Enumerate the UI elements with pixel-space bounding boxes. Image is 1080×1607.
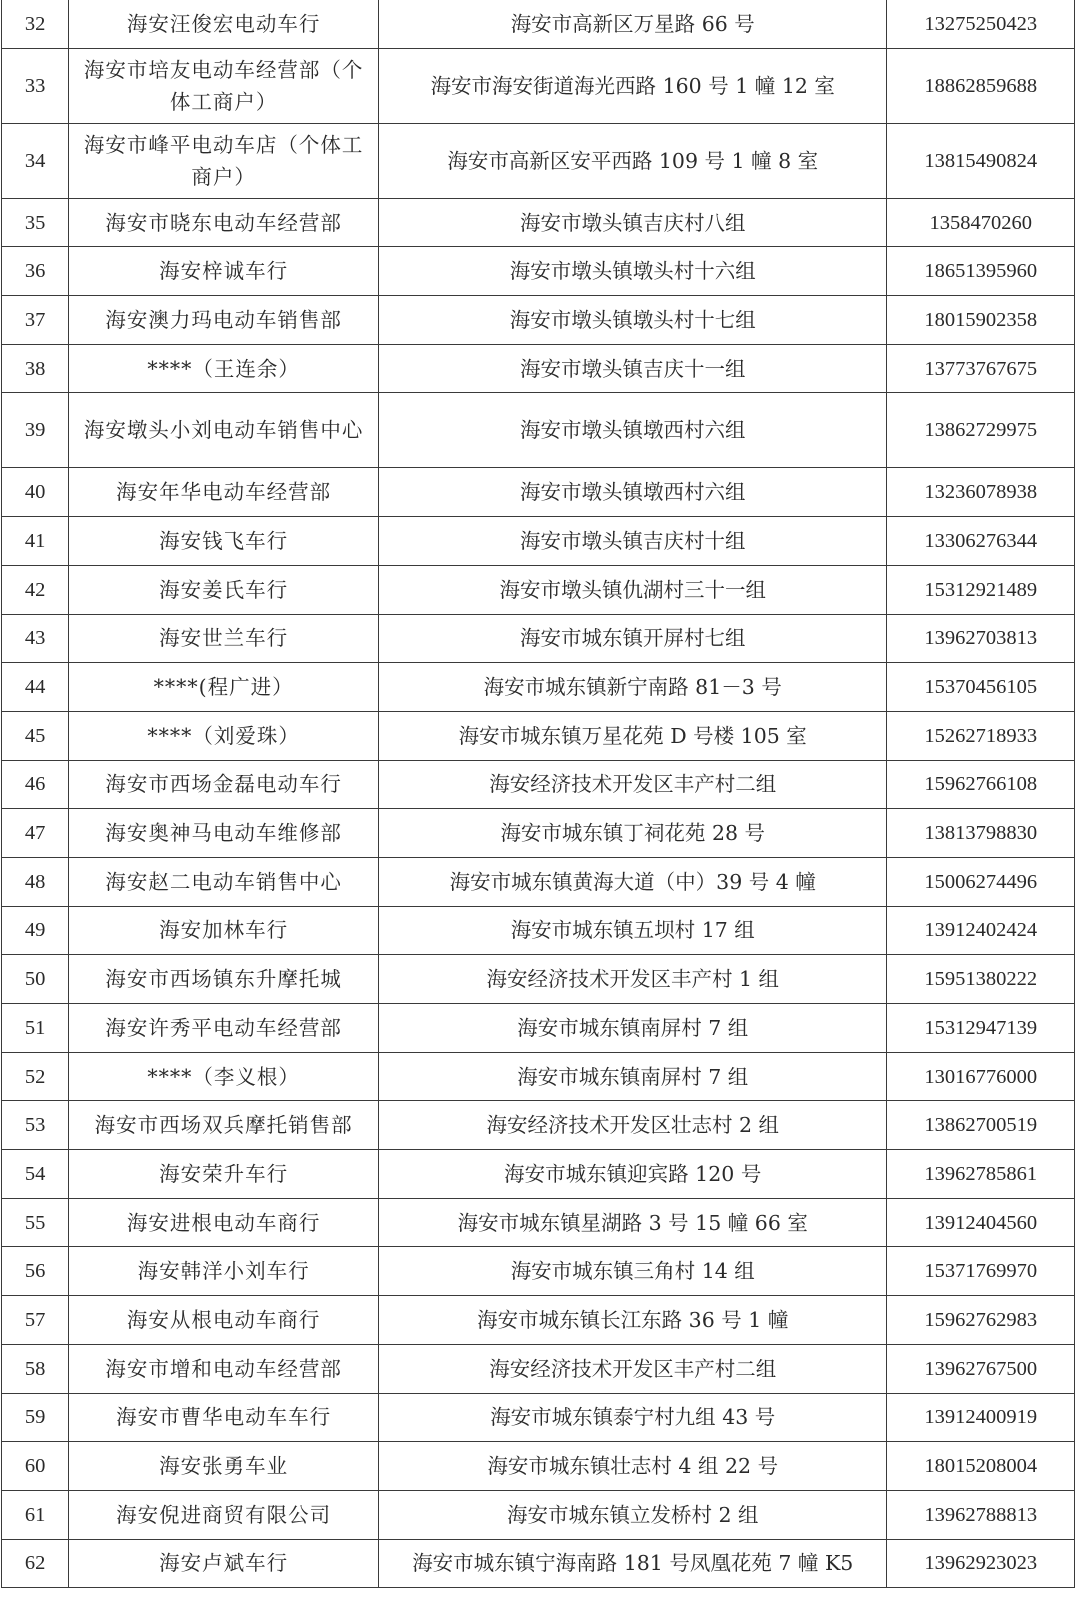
dealer-phone: 13962785861 bbox=[887, 1150, 1075, 1199]
table-row bbox=[2, 123, 1075, 198]
dealer-name: 海安市曹华电动车车行 bbox=[69, 1393, 379, 1442]
dealer-phone: 13862700519 bbox=[887, 1101, 1075, 1150]
dealer-phone: 13962788813 bbox=[887, 1490, 1075, 1539]
row-number: 56 bbox=[2, 1247, 69, 1296]
row-number: 41 bbox=[2, 517, 69, 566]
dealer-address: 海安市城东镇星湖路 3 号 15 幢 66 室 bbox=[379, 1198, 887, 1247]
dealer-address: 海安市墩头镇墩西村六组 bbox=[379, 468, 887, 517]
row-number: 58 bbox=[2, 1344, 69, 1393]
dealer-phone: 13862729975 bbox=[887, 393, 1075, 468]
table-row bbox=[2, 711, 1075, 760]
dealer-phone: 1358470260 bbox=[887, 198, 1075, 247]
row-number: 35 bbox=[2, 198, 69, 247]
table-row bbox=[2, 1052, 1075, 1101]
dealer-name: ****(程广进） bbox=[69, 663, 379, 712]
dealer-address: 海安市城东镇万星花苑 D 号楼 105 室 bbox=[379, 711, 887, 760]
dealer-address: 海安市高新区安平西路 109 号 1 幢 8 室 bbox=[379, 123, 887, 198]
row-number: 45 bbox=[2, 711, 69, 760]
dealer-name: 海安加林车行 bbox=[69, 906, 379, 955]
dealer-address: 海安市墩头镇墩西村六组 bbox=[379, 393, 887, 468]
dealer-address: 海安经济技术开发区壮志村 2 组 bbox=[379, 1101, 887, 1150]
dealer-name: 海安市西场双兵摩托销售部 bbox=[69, 1101, 379, 1150]
dealer-address: 海安市墩头镇仇湖村三十一组 bbox=[379, 565, 887, 614]
dealer-name: 海安市峰平电动车店（个体工商户） bbox=[69, 123, 379, 198]
dealer-phone: 15262718933 bbox=[887, 711, 1075, 760]
table-row bbox=[2, 1101, 1075, 1150]
dealer-name: 海安市西场金磊电动车行 bbox=[69, 760, 379, 809]
dealer-name: 海安世兰车行 bbox=[69, 614, 379, 663]
row-number: 43 bbox=[2, 614, 69, 663]
row-number: 59 bbox=[2, 1393, 69, 1442]
dealer-name: 海安卢斌车行 bbox=[69, 1539, 379, 1588]
row-number: 46 bbox=[2, 760, 69, 809]
table-row bbox=[2, 344, 1075, 393]
row-number: 48 bbox=[2, 857, 69, 906]
dealer-phone: 13962703813 bbox=[887, 614, 1075, 663]
dealer-phone: 15312947139 bbox=[887, 1004, 1075, 1053]
row-number: 33 bbox=[2, 48, 69, 123]
dealer-name: 海安奥神马电动车维修部 bbox=[69, 809, 379, 858]
dealer-phone: 15371769970 bbox=[887, 1247, 1075, 1296]
row-number: 60 bbox=[2, 1442, 69, 1491]
row-number: 55 bbox=[2, 1198, 69, 1247]
row-number: 51 bbox=[2, 1004, 69, 1053]
dealer-name: 海安梓诚车行 bbox=[69, 247, 379, 296]
table-row bbox=[2, 955, 1075, 1004]
dealer-phone: 18651395960 bbox=[887, 247, 1075, 296]
table-row bbox=[2, 468, 1075, 517]
dealer-address: 海安经济技术开发区丰产村二组 bbox=[379, 1344, 887, 1393]
dealer-address: 海安市墩头镇墩头村十七组 bbox=[379, 296, 887, 345]
dealer-address: 海安市城东镇泰宁村九组 43 号 bbox=[379, 1393, 887, 1442]
dealer-address: 海安市墩头镇墩头村十六组 bbox=[379, 247, 887, 296]
dealer-name: 海安澳力玛电动车销售部 bbox=[69, 296, 379, 345]
dealer-phone: 15962762983 bbox=[887, 1296, 1075, 1345]
dealer-phone: 13815490824 bbox=[887, 123, 1075, 198]
table-row bbox=[2, 906, 1075, 955]
row-number: 62 bbox=[2, 1539, 69, 1588]
dealer-address: 海安市城东镇壮志村 4 组 22 号 bbox=[379, 1442, 887, 1491]
dealer-phone: 15006274496 bbox=[887, 857, 1075, 906]
dealer-list-table bbox=[1, 0, 1075, 1588]
dealer-phone: 13016776000 bbox=[887, 1052, 1075, 1101]
table-row bbox=[2, 296, 1075, 345]
dealer-name: 海安姜氏车行 bbox=[69, 565, 379, 614]
table-row bbox=[2, 1344, 1075, 1393]
table-row bbox=[2, 1490, 1075, 1539]
table-row bbox=[2, 614, 1075, 663]
dealer-name: ****（李义根） bbox=[69, 1052, 379, 1101]
dealer-address: 海安市城东镇南屏村 7 组 bbox=[379, 1004, 887, 1053]
dealer-address: 海安市城东镇五坝村 17 组 bbox=[379, 906, 887, 955]
dealer-phone: 13236078938 bbox=[887, 468, 1075, 517]
dealer-phone: 18015208004 bbox=[887, 1442, 1075, 1491]
table-row bbox=[2, 1198, 1075, 1247]
dealer-phone: 15951380222 bbox=[887, 955, 1075, 1004]
row-number: 36 bbox=[2, 247, 69, 296]
dealer-phone: 13306276344 bbox=[887, 517, 1075, 566]
dealer-name: 海安汪俊宏电动车行 bbox=[69, 0, 379, 48]
dealer-phone: 13912404560 bbox=[887, 1198, 1075, 1247]
table-row bbox=[2, 565, 1075, 614]
dealer-name: 海安墩头小刘电动车销售中心 bbox=[69, 393, 379, 468]
row-number: 39 bbox=[2, 393, 69, 468]
row-number: 40 bbox=[2, 468, 69, 517]
row-number: 50 bbox=[2, 955, 69, 1004]
dealer-address: 海安经济技术开发区丰产村 1 组 bbox=[379, 955, 887, 1004]
dealer-name: 海安钱飞车行 bbox=[69, 517, 379, 566]
dealer-name: ****（刘爱珠） bbox=[69, 711, 379, 760]
row-number: 47 bbox=[2, 809, 69, 858]
table-row bbox=[2, 760, 1075, 809]
row-number: 32 bbox=[2, 0, 69, 48]
dealer-name: 海安市晓东电动车经营部 bbox=[69, 198, 379, 247]
dealer-address: 海安市墩头镇吉庆村八组 bbox=[379, 198, 887, 247]
dealer-address: 海安市城东镇迎宾路 120 号 bbox=[379, 1150, 887, 1199]
dealer-phone: 13813798830 bbox=[887, 809, 1075, 858]
table-row bbox=[2, 1004, 1075, 1053]
dealer-name: 海安荣升车行 bbox=[69, 1150, 379, 1199]
table-row bbox=[2, 48, 1075, 123]
dealer-phone: 13912400919 bbox=[887, 1393, 1075, 1442]
dealer-address: 海安市海安街道海光西路 160 号 1 幢 12 室 bbox=[379, 48, 887, 123]
dealer-name: 海安韩洋小刘车行 bbox=[69, 1247, 379, 1296]
dealer-address: 海安市城东镇开屏村七组 bbox=[379, 614, 887, 663]
table-row bbox=[2, 0, 1075, 48]
table-row bbox=[2, 1442, 1075, 1491]
table-row bbox=[2, 247, 1075, 296]
dealer-name: 海安年华电动车经营部 bbox=[69, 468, 379, 517]
table-body bbox=[2, 0, 1075, 1588]
row-number: 61 bbox=[2, 1490, 69, 1539]
dealer-address: 海安市墩头镇吉庆十一组 bbox=[379, 344, 887, 393]
table-row bbox=[2, 393, 1075, 468]
dealer-name: 海安进根电动车商行 bbox=[69, 1198, 379, 1247]
dealer-name: 海安市增和电动车经营部 bbox=[69, 1344, 379, 1393]
dealer-name: 海安张勇车业 bbox=[69, 1442, 379, 1491]
dealer-address: 海安市城东镇新宁南路 81－3 号 bbox=[379, 663, 887, 712]
dealer-name: 海安市培友电动车经营部（个体工商户） bbox=[69, 48, 379, 123]
dealer-address: 海安经济技术开发区丰产村二组 bbox=[379, 760, 887, 809]
dealer-address: 海安市高新区万星路 66 号 bbox=[379, 0, 887, 48]
row-number: 42 bbox=[2, 565, 69, 614]
table-row bbox=[2, 1247, 1075, 1296]
dealer-phone: 13962767500 bbox=[887, 1344, 1075, 1393]
dealer-name: 海安倪进商贸有限公司 bbox=[69, 1490, 379, 1539]
row-number: 49 bbox=[2, 906, 69, 955]
dealer-phone: 15370456105 bbox=[887, 663, 1075, 712]
table-row bbox=[2, 1539, 1075, 1588]
dealer-address: 海安市城东镇黄海大道（中）39 号 4 幢 bbox=[379, 857, 887, 906]
dealer-phone: 15312921489 bbox=[887, 565, 1075, 614]
dealer-address: 海安市城东镇南屏村 7 组 bbox=[379, 1052, 887, 1101]
row-number: 54 bbox=[2, 1150, 69, 1199]
dealer-phone: 15962766108 bbox=[887, 760, 1075, 809]
dealer-address: 海安市城东镇长江东路 36 号 1 幢 bbox=[379, 1296, 887, 1345]
dealer-address: 海安市城东镇立发桥村 2 组 bbox=[379, 1490, 887, 1539]
table-row bbox=[2, 857, 1075, 906]
dealer-name: 海安从根电动车商行 bbox=[69, 1296, 379, 1345]
dealer-name: 海安许秀平电动车经营部 bbox=[69, 1004, 379, 1053]
row-number: 57 bbox=[2, 1296, 69, 1345]
row-number: 53 bbox=[2, 1101, 69, 1150]
dealer-address: 海安市城东镇宁海南路 181 号凤凰花苑 7 幢 K5 bbox=[379, 1539, 887, 1588]
table-row bbox=[2, 809, 1075, 858]
dealer-phone: 13962923023 bbox=[887, 1539, 1075, 1588]
dealer-phone: 13912402424 bbox=[887, 906, 1075, 955]
dealer-address: 海安市墩头镇吉庆村十组 bbox=[379, 517, 887, 566]
row-number: 52 bbox=[2, 1052, 69, 1101]
row-number: 44 bbox=[2, 663, 69, 712]
table-row bbox=[2, 1393, 1075, 1442]
row-number: 34 bbox=[2, 123, 69, 198]
table-row bbox=[2, 517, 1075, 566]
row-number: 37 bbox=[2, 296, 69, 345]
dealer-name: 海安市西场镇东升摩托城 bbox=[69, 955, 379, 1004]
row-number: 38 bbox=[2, 344, 69, 393]
dealer-phone: 13773767675 bbox=[887, 344, 1075, 393]
table-row bbox=[2, 198, 1075, 247]
dealer-phone: 18015902358 bbox=[887, 296, 1075, 345]
dealer-address: 海安市城东镇三角村 14 组 bbox=[379, 1247, 887, 1296]
dealer-phone: 13275250423 bbox=[887, 0, 1075, 48]
table-row bbox=[2, 1296, 1075, 1345]
dealer-phone: 18862859688 bbox=[887, 48, 1075, 123]
dealer-name: ****（王连余） bbox=[69, 344, 379, 393]
dealer-name: 海安赵二电动车销售中心 bbox=[69, 857, 379, 906]
dealer-address: 海安市城东镇丁祠花苑 28 号 bbox=[379, 809, 887, 858]
table-row bbox=[2, 1150, 1075, 1199]
table-row bbox=[2, 663, 1075, 712]
